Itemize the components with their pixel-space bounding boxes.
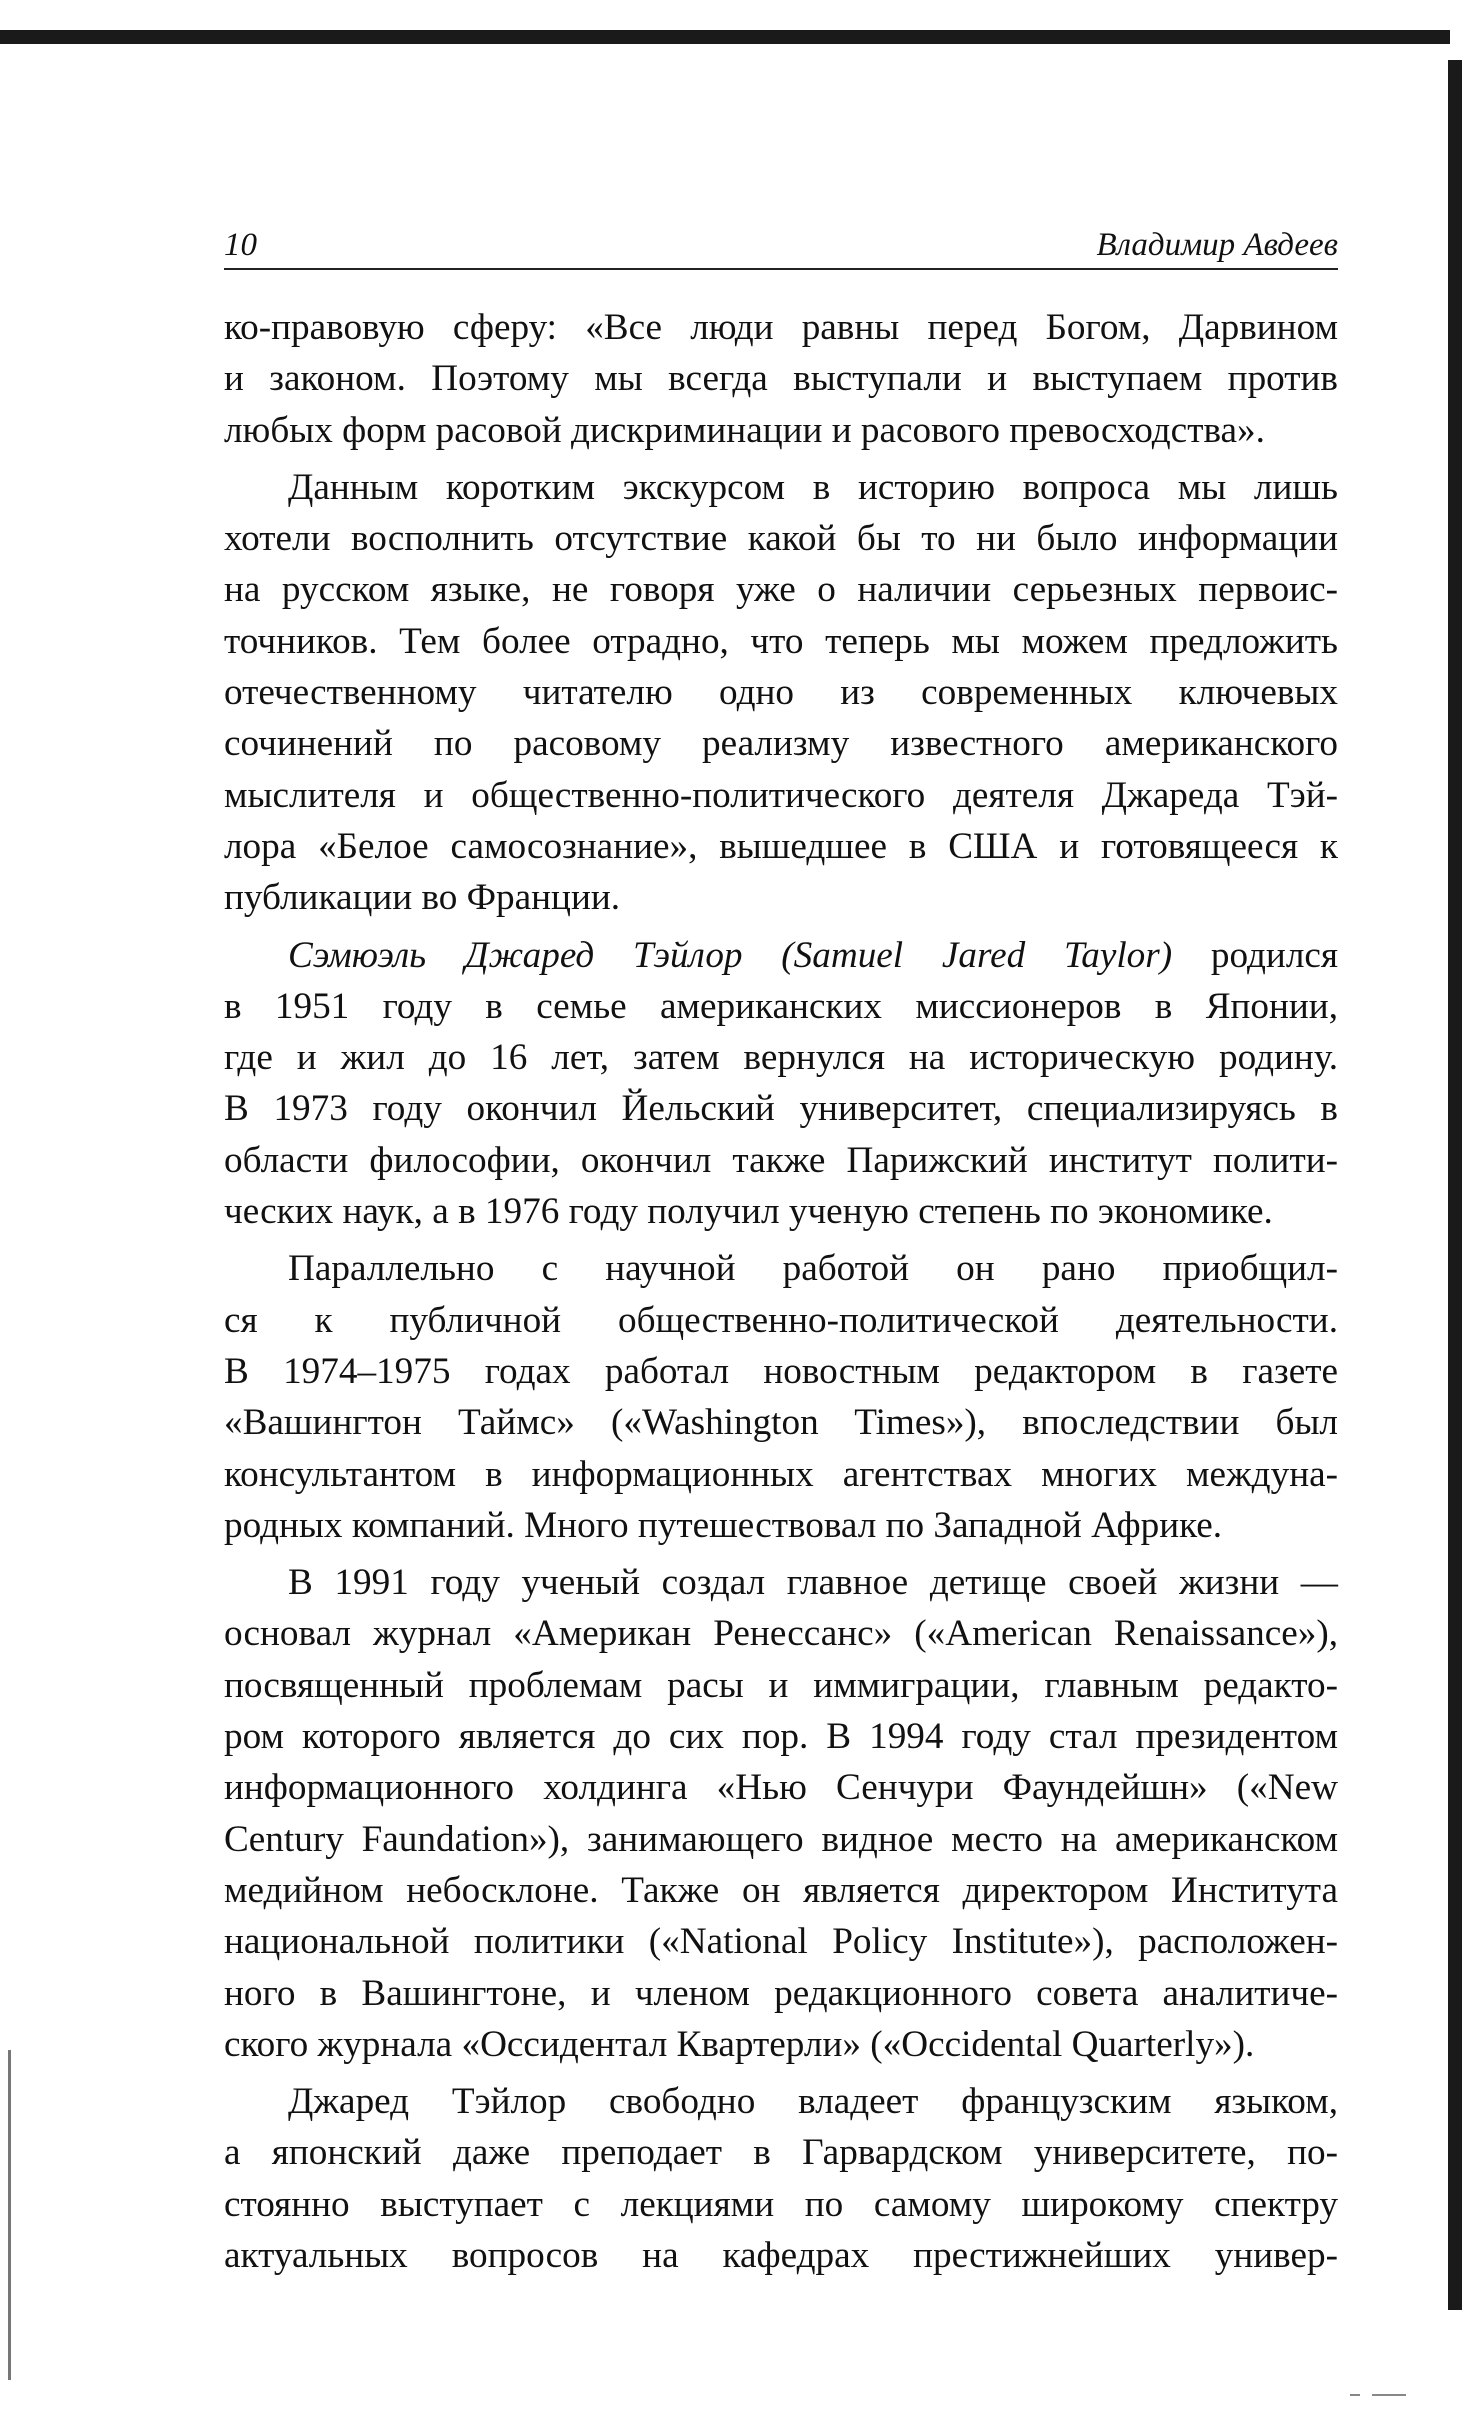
p6-line: актуальных вопросов на кафедрах престижнейших универ- bbox=[224, 2234, 1338, 2276]
p2-line: на русском языке, не говоря уже о наличии серьезных первоис- bbox=[224, 569, 1338, 611]
p6-line: стоянно выступает с лекциями по самому широкому спектру bbox=[224, 2183, 1338, 2225]
p5-line: ского журнала «Оссидентал Квартерли» («Occidental Quarterly»). bbox=[224, 2023, 1255, 2065]
p3-line: ческих наук, а в 1976 году получил ученую степень по экономике. bbox=[224, 1191, 1273, 1233]
scan-specks bbox=[1350, 2394, 1430, 2397]
p3-line: В 1973 году окончил Йельский университет, специализируясь в bbox=[224, 1088, 1338, 1130]
p1-line: любых форм расовой дискриминации и расового превосходства». bbox=[224, 409, 1265, 451]
p5-line: основал журнал «Американ Ренессанс» («American Renaissance»), bbox=[224, 1613, 1338, 1655]
p5-line: национальной политики («National Policy Institute»), расположен- bbox=[224, 1921, 1338, 1963]
p5-line: ного в Вашингтоне, и членом редакционного совета аналитиче- bbox=[224, 1972, 1338, 2014]
p3-line bbox=[224, 930, 1338, 981]
p3-italic-name: Сэмюэль Джаред Тэйлор (Samuel Jared Taylor) bbox=[288, 934, 1173, 976]
body-text bbox=[224, 302, 1338, 2281]
p3-line: в 1951 году в семье американских миссионеров в Японии, bbox=[224, 985, 1338, 1027]
p4-line: консультантом в информационных агентствах многих междуна- bbox=[224, 1453, 1338, 1495]
page-number: 10 bbox=[224, 227, 257, 263]
p5-line: медийном небосклоне. Также он является директором Института bbox=[224, 1869, 1338, 1911]
p5-line: информационного холдинга «Нью Сенчури Фаундейшн» («New bbox=[224, 1767, 1338, 1809]
running-title: Владимир Авдеев bbox=[1096, 227, 1338, 263]
p2-line: мыслителя и общественно-политического деятеля Джареда Тэй- bbox=[224, 774, 1338, 816]
p2-line: отечественному читателю одно из современных ключевых bbox=[224, 672, 1338, 714]
p5-line: Century Faundation»), занимающего видное место на американском bbox=[224, 1818, 1338, 1860]
p3-line: где и жил до 16 лет, затем вернулся на историческую родину. bbox=[224, 1037, 1338, 1079]
page-header bbox=[224, 212, 1338, 270]
p1-line: ко-правовую сферу: «Все люди равны перед Богом, Дарвином bbox=[224, 307, 1338, 348]
p5-line: ром которого является до сих пор. В 1994 году стал президентом bbox=[224, 1716, 1338, 1758]
scan-right-edge bbox=[1448, 60, 1462, 2310]
p3-line1-rest: родился bbox=[1172, 934, 1338, 976]
p6-line: а японский даже преподает в Гарвардском университете, по- bbox=[224, 2132, 1338, 2174]
scan-left-edge bbox=[8, 2050, 11, 2380]
p2-line: Данным коротким экскурсом в историю вопроса мы лишь bbox=[288, 466, 1338, 508]
p5-line: В 1991 году ученый создал главное детище своей жизни — bbox=[288, 1562, 1338, 1604]
p4-line: «Вашингтон Таймс» («Washington Times»), впоследствии был bbox=[224, 1402, 1338, 1444]
p1-line: и законом. Поэтому мы всегда выступали и выступаем против bbox=[224, 358, 1338, 400]
p4-line: родных компаний. Много путешествовал по Западной Африке. bbox=[224, 1504, 1223, 1546]
p2-line: публикации во Франции. bbox=[224, 877, 621, 919]
p5-line: посвященный проблемам расы и иммиграции, главным редакто- bbox=[224, 1664, 1338, 1706]
p4-line: В 1974–1975 годах работал новостным редактором в газете bbox=[224, 1350, 1338, 1392]
p2-line: хотели восполнить отсутствие какой бы то ни было информации bbox=[224, 518, 1338, 560]
p4-line: ся к публичной общественно-политической деятельности. bbox=[224, 1299, 1338, 1341]
p3-line: области философии, окончил также Парижский институт полити- bbox=[224, 1139, 1338, 1181]
p2-line: лора «Белое самосознание», вышедшее в США и готовящееся к bbox=[224, 825, 1338, 867]
p2-line: сочинений по расовому реализму известного американского bbox=[224, 723, 1338, 765]
p2-line: точников. Тем более отрадно, что теперь мы можем предложить bbox=[224, 620, 1338, 662]
p6-line: Джаред Тэйлор свободно владеет французским языком, bbox=[288, 2081, 1338, 2123]
p4-line: Параллельно с научной работой он рано приобщил- bbox=[288, 1248, 1338, 1290]
scan-top-edge bbox=[0, 30, 1450, 44]
